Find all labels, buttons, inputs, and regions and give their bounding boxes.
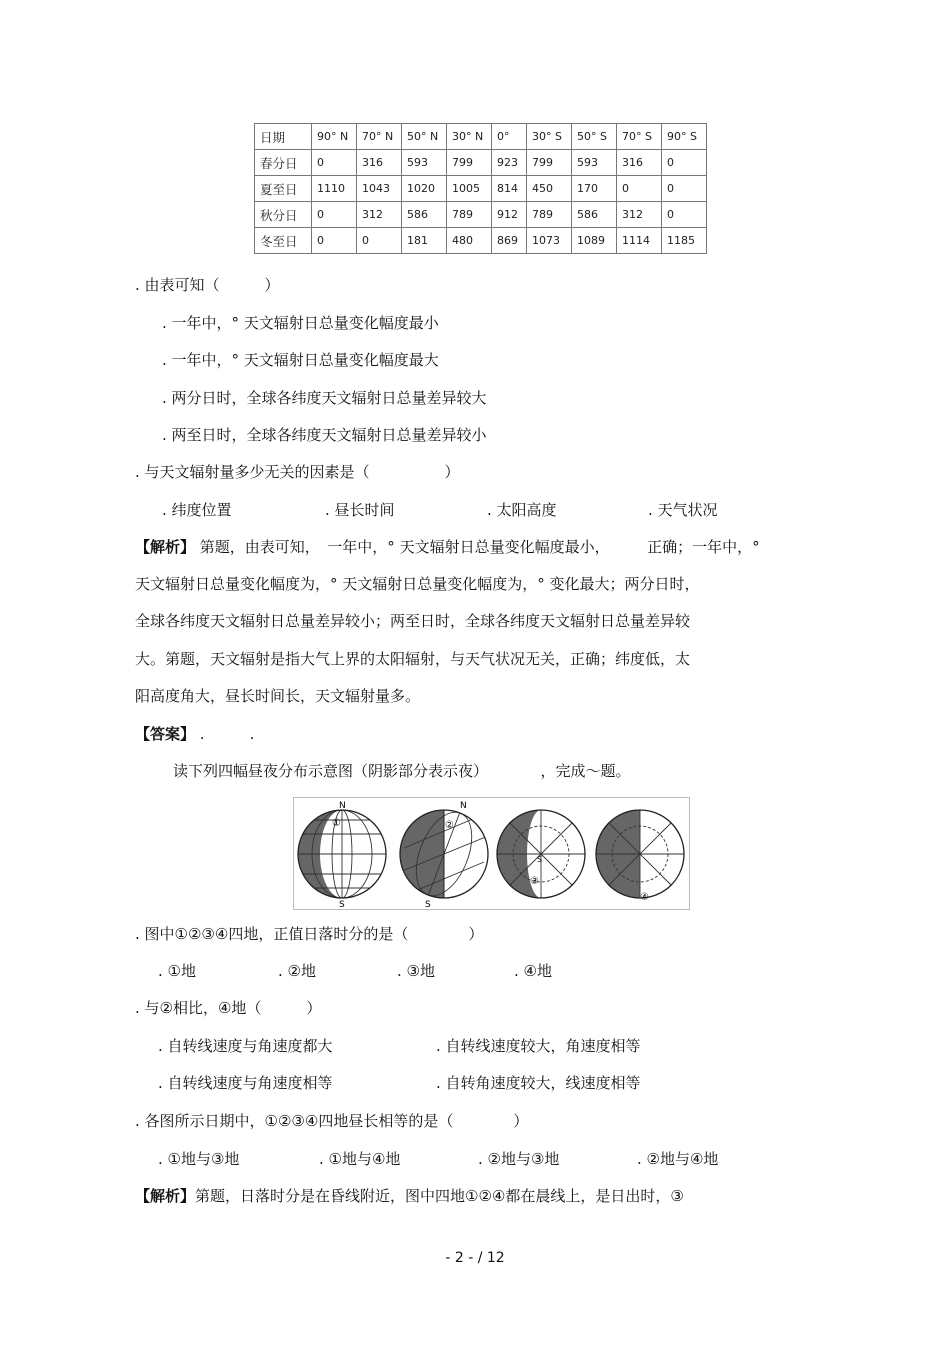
question-1-option-c: . 两分日时，全球各纬度天文辐射日总量差异较大 xyxy=(162,389,487,407)
table-cell: 586 xyxy=(402,202,447,228)
analysis-tag: 【解析】 xyxy=(135,538,196,556)
globe-3-pole-label: S xyxy=(537,855,543,864)
table-row-label: 秋分日 xyxy=(255,202,312,228)
table-cell: 0 xyxy=(312,228,357,254)
question-4-stem: . 与②相比，④地（ ） xyxy=(135,999,322,1017)
globe-1 xyxy=(298,801,386,909)
analysis-2-tag: 【解析】 xyxy=(135,1187,196,1205)
table-cell: 480 xyxy=(447,228,492,254)
analysis-1-line-4: 大。第题，天文辐射是指大气上界的太阳辐射，与天气状况无关，正确；纬度低，太 xyxy=(135,650,691,668)
point-1-label: ① xyxy=(332,818,341,829)
globe-2-south-label: S xyxy=(425,900,431,909)
table-cell: 593 xyxy=(572,150,617,176)
table-cell: 0 xyxy=(357,228,402,254)
table-cell: 450 xyxy=(527,176,572,202)
question-2-option-c: . 太阳高度 xyxy=(487,501,557,519)
answer-tag: 【答案】 xyxy=(135,725,196,743)
analysis-1-line-5: 阳高度角大，昼长时间长，天文辐射量多。 xyxy=(135,687,421,705)
table-cell: 814 xyxy=(492,176,527,202)
table-header-cell: 0° xyxy=(492,124,527,150)
table-cell: 0 xyxy=(312,150,357,176)
question-5-option-d: . ②地与④地 xyxy=(637,1150,719,1168)
table-cell: 869 xyxy=(492,228,527,254)
table-cell: 1043 xyxy=(357,176,402,202)
question-3-option-d: . ④地 xyxy=(514,962,552,980)
question-5-option-b: . ①地与④地 xyxy=(319,1150,401,1168)
page-number: - 2 - / 12 xyxy=(445,1250,505,1266)
table-cell: 789 xyxy=(447,202,492,228)
question-2-stem: . 与天文辐射量多少无关的因素是（ ） xyxy=(135,463,460,481)
table-cell: 312 xyxy=(357,202,402,228)
table-header-row xyxy=(255,124,707,150)
globe-1-south-label: S xyxy=(339,900,345,909)
table-cell: 0 xyxy=(617,176,662,202)
question-5-option-c: . ②地与③地 xyxy=(478,1150,560,1168)
day-night-figure xyxy=(293,797,690,910)
table-row-label: 夏至日 xyxy=(255,176,312,202)
question-5-stem: . 各图所示日期中，①②③④四地昼长相等的是（ ） xyxy=(135,1112,529,1130)
analysis-1-line-3: 全球各纬度天文辐射日总量差异较小；两至日时，全球各纬度天文辐射日总量差异较 xyxy=(135,612,691,630)
table-header-cell: 30° N xyxy=(447,124,492,150)
globe-2 xyxy=(394,801,488,909)
question-3-option-b: . ②地 xyxy=(278,962,316,980)
table-cell: 789 xyxy=(527,202,572,228)
table-header-cell: 50° S xyxy=(572,124,617,150)
analysis-1-line-1 xyxy=(135,537,760,557)
analysis-1-line-2: 天文辐射日总量变化幅度为，° 天文辐射日总量变化幅度为，° 变化最大；两分日时， xyxy=(135,575,700,593)
table-cell: 0 xyxy=(312,202,357,228)
table-cell: 1020 xyxy=(402,176,447,202)
question-4-option-b: . 自转线速度较大，角速度相等 xyxy=(436,1037,641,1055)
table-header-cell: 30° S xyxy=(527,124,572,150)
table-cell: 1005 xyxy=(447,176,492,202)
question-4-option-c: . 自转线速度与角速度相等 xyxy=(158,1074,333,1092)
question-4-option-d: . 自转角速度较大，线速度相等 xyxy=(436,1074,641,1092)
table-cell: 312 xyxy=(617,202,662,228)
table-row xyxy=(255,202,707,228)
table-row-label: 春分日 xyxy=(255,150,312,176)
analysis-1-text: 第题，由表可知， 一年中，° 天文辐射日总量变化幅度最小， 正确；一年中，° xyxy=(199,538,760,556)
answer-text: . . xyxy=(199,725,255,743)
globe-3 xyxy=(497,810,585,898)
table-cell: 316 xyxy=(617,150,662,176)
table-row xyxy=(255,150,707,176)
globe-4 xyxy=(596,810,684,903)
table-row-label: 冬至日 xyxy=(255,228,312,254)
question-1-option-d: . 两至日时，全球各纬度天文辐射日总量差异较小 xyxy=(162,426,487,444)
question-1-option-b: . 一年中，° 天文辐射日总量变化幅度最大 xyxy=(162,351,439,369)
table-header-cell: 日期 xyxy=(255,124,312,150)
table-cell: 170 xyxy=(572,176,617,202)
radiation-table xyxy=(254,123,707,254)
point-3-label: ③ xyxy=(530,876,539,887)
question-3-option-a: . ①地 xyxy=(158,962,196,980)
question-1-stem: . 由表可知（ ） xyxy=(135,276,280,294)
table-cell: 1114 xyxy=(617,228,662,254)
table-row xyxy=(255,176,707,202)
table-cell: 923 xyxy=(492,150,527,176)
question-4-option-a: . 自转线速度与角速度都大 xyxy=(158,1037,333,1055)
analysis-2-text: 第题，日落时分是在昏线附近，图中四地①②④都在晨线上，是日出时，③ xyxy=(195,1187,684,1205)
table-cell: 1089 xyxy=(572,228,617,254)
table-cell: 912 xyxy=(492,202,527,228)
table-header-cell: 90° S xyxy=(662,124,707,150)
table-cell: 1185 xyxy=(662,228,707,254)
table-cell: 0 xyxy=(662,202,707,228)
table-cell: 1073 xyxy=(527,228,572,254)
table-header-cell: 70° S xyxy=(617,124,662,150)
table-cell: 0 xyxy=(662,150,707,176)
question-2-option-b: . 昼长时间 xyxy=(325,501,395,519)
question-2-option-d: . 天气状况 xyxy=(648,501,718,519)
point-2-label: ② xyxy=(445,820,454,831)
table-cell: 586 xyxy=(572,202,617,228)
question-3-option-c: . ③地 xyxy=(397,962,435,980)
globe-2-north-label: N xyxy=(460,801,467,811)
table-header-cell: 70° N xyxy=(357,124,402,150)
table-cell: 1110 xyxy=(312,176,357,202)
table-cell: 593 xyxy=(402,150,447,176)
table-cell: 799 xyxy=(527,150,572,176)
question-3-stem: . 图中①②③④四地，正值日落时分的是（ ） xyxy=(135,925,484,943)
question-2-option-a: . 纬度位置 xyxy=(162,501,232,519)
table-cell: 799 xyxy=(447,150,492,176)
table-cell: 181 xyxy=(402,228,447,254)
answer-1 xyxy=(135,724,254,744)
table-cell: 316 xyxy=(357,150,402,176)
question-5-option-a: . ①地与③地 xyxy=(158,1150,240,1168)
analysis-2-line-1 xyxy=(135,1186,684,1206)
table-header-cell: 90° N xyxy=(312,124,357,150)
point-4-label: ④ xyxy=(640,892,649,903)
question-1-option-a: . 一年中，° 天文辐射日总量变化幅度最小 xyxy=(162,314,439,332)
table-row xyxy=(255,228,707,254)
figure-intro: 读下列四幅昼夜分布示意图（阴影部分表示夜） ，完成～题。 xyxy=(173,762,631,780)
table-cell: 0 xyxy=(662,176,707,202)
globe-1-north-label: N xyxy=(339,801,346,811)
table-header-cell: 50° N xyxy=(402,124,447,150)
